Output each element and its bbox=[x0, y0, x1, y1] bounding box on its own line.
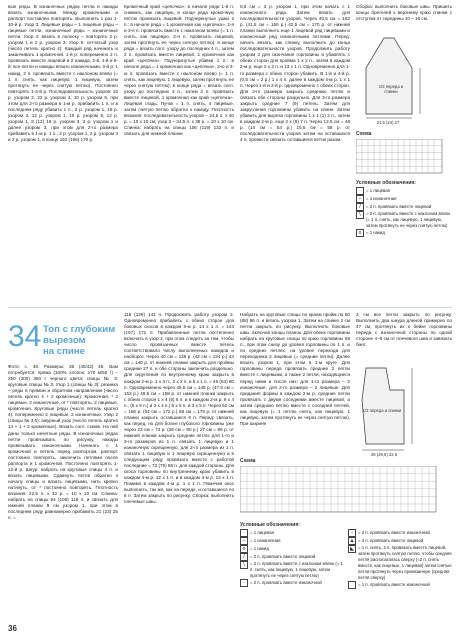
top-diagram-label: 1/2 переда и спинки bbox=[378, 84, 404, 94]
legend-symbol: ◣ bbox=[348, 545, 356, 553]
article-col3-text: Набрать на круговые спицы по краям пройм по 80 (88) 96 п. и вязать узором 1. Затем на спинке 2 см петли закрыть по рисунку. Выполнить боковые швы, включая концы планок. Для обеих горловины набрать на круговые спицы по краю горловины 58 п., при этом снизу до уровня горловины по 1 п. и по средних петлях, на уровне перехода для переходника 2 лицевые (= средние петли). Далее вязать узором 1, при этом в 1-м круге. Для горловины переда провязать средние 2 петли вместе с лицевыми, а также 2 петли, находящиеся перед ними и после них: для 1-го размера – 2 изнаночные, для 2-го размера – 2 лицевые. Для придания формы в каждом 2-м р. средние петли провязать с двумя соседними вместе лицевой, а затем среднюю петлю вместе с соседней петлей, как лицевую (= 1 петлю снять, как лицевую, 1 лицевую, затем протянуть ее через снятую петлю). При ширине bbox=[240, 312, 350, 426]
legend-symbol: / bbox=[356, 203, 364, 211]
legend-text: = 2 п. провязать вместе лицевой bbox=[366, 204, 432, 209]
top-col2-text: Кромочный край «цепочка»: в начале ряда 1-й п. снимать, как лицевую, в конце ряда кромочную петлю провязать лицевой. Подчеркнутые ушки 2 п.: в начале ряда = 1 кромочная как «цепочка», 2-я и 3-я п. провязать вместе с наклоном влево (= 1 п. снять, как лицевую, 2-я п. провязать лицевой, затем протянуть ее через снятую петлю): в конце ряда = вязать согл. узору до последних 4 п., затем 2 п. провязать вместе лицевой, 1 кромочная как край «цепочка». Подчеркнутые убавки 1 п.: в начале ряда = 1 кромочная как «цепочка», 2-ю и 3-ю п. провязать вместе с наклоном влево (= 1 п. снять, как лицевую, 1 лицевую, затем протянуть ее через снятую петлю); в конце ряда = вязать согл. узору до последних 3 п., затем 2 п. провязать вместе лицевой, 1 кромочная как край «цепочка». Лицевая гладь: Пучок = 1 п. снять, 4 лицевые, затем снятую петлю обратно к накиду. Плотность вязания: последовательность узоров – 24,5 п. х 40 р. = 10 х 10 см; узор 3 – 24,5 п. х 38 р. = 10 х 10 см. Спинка: набрать на спицы 106 (119) 132 п. и связать для нижней планки bbox=[124, 4, 234, 136]
legend-item bbox=[240, 529, 344, 537]
page-number: 36 bbox=[8, 624, 17, 633]
legend-item bbox=[240, 537, 344, 545]
top-scheme-chart bbox=[356, 139, 452, 177]
legend-text: = 1 п. снять, 2 п. провязать вместе лицевой, затем протянуть снятую петлю, чтобы средняя петля располагалась сверху (=2 п. снять вместе, как лицевые, 1 лицевая) затем снятые петли протянуть через провязанную (средняя петля сверху) bbox=[358, 545, 452, 580]
top-text-column-2 bbox=[124, 4, 234, 304]
assembly-text: Сборка: выполнить боковые швы. Пришить концы бретелей к верхнему краю спинки с отступом от середины 10 – 16 см. bbox=[356, 4, 452, 22]
legend-text: = 2 п. провязать вместе лицевой bbox=[250, 554, 316, 559]
legend-text: = 2 п. провязать вместе с наклоном влево (= 1 п. снять, как лицевую, 1 лицевую, затем протянуть ее через снятую петлю) bbox=[250, 561, 343, 578]
legend-item bbox=[240, 579, 344, 587]
legend-symbol: ▲ bbox=[349, 538, 355, 544]
legend-text: = 1 лицевая bbox=[366, 188, 390, 193]
article-title bbox=[43, 324, 115, 357]
legend-item bbox=[240, 545, 344, 553]
legend-item bbox=[348, 581, 452, 589]
legend-text: = 2 п. провязать вместе изнаночной bbox=[250, 580, 322, 585]
legend-item bbox=[348, 545, 452, 581]
legend-symbol: o bbox=[240, 545, 248, 553]
article-diagram-label: 1/2 переда и спинки bbox=[362, 408, 402, 413]
legend-symbol bbox=[240, 529, 248, 537]
legend-symbol: - bbox=[240, 579, 248, 587]
legend-item bbox=[356, 203, 452, 211]
article-scheme-title: Схема bbox=[240, 458, 256, 464]
assembly-note bbox=[356, 4, 452, 34]
article-number: 34 bbox=[8, 320, 42, 353]
top-diagram-width-label: 21,5 (24) 27 bbox=[376, 120, 400, 125]
article-text-column-1 bbox=[8, 364, 118, 620]
top-legend-title: Условные обозначения: bbox=[356, 180, 416, 186]
article-col4-text: 2 см все петли закрыть по рисунку. Выполнить два шнура длиной примерно по 47 см, протянуть их к бейке горловины переда с изнаночной стороны по одной стороне 4–5 см от плечевого шва и завязать бант. bbox=[356, 312, 452, 348]
legend-item bbox=[356, 229, 452, 237]
legend-text: = 1 изнаночная bbox=[250, 538, 281, 543]
legend-symbol: \ bbox=[240, 561, 248, 569]
article-scheme-chart bbox=[240, 466, 452, 518]
legend-symbol: \ bbox=[356, 211, 364, 219]
legend-text: = 1 лицевая bbox=[250, 530, 274, 535]
article-legend-title: Условные обозначения: bbox=[240, 522, 300, 528]
top-text-column-1 bbox=[8, 4, 118, 304]
legend-text: = 2 п. провязать вместе изнаночной bbox=[358, 530, 430, 535]
legend-item bbox=[348, 529, 452, 537]
article-legend-left bbox=[240, 529, 344, 587]
article-text-column-3 bbox=[240, 312, 350, 452]
legend-item bbox=[356, 187, 452, 195]
top-schematic-diagram bbox=[360, 34, 450, 128]
top-schematic-shape bbox=[366, 38, 412, 114]
legend-text: = 1 п. провязать вместе изнаночной bbox=[358, 582, 430, 587]
legend-item bbox=[356, 195, 452, 203]
article-text-column-4 bbox=[356, 312, 452, 358]
title-line: на спине bbox=[43, 346, 85, 357]
article-col2-text: 115 (129) 143 п. Продолжить работу узором 2. Одновременно прибавить с обеих сторон для боковых скосов в каждом 6-м р. 14 х 1 п. = 143 (157) 171 п. Прибавленные петли постепенно включать в узор 2, при этом следить за тем, чтобы число провязанных вместе петель соответствовало числу выполненных накидов и наоборот. Через 40 см = 128 р. (42 см = 134 р.) 44 см = 140 р. от нижней планки закрыть для проймы средние 27 п. и обе стороны закончить раздельно. Для скругления по внутреннему краю закрыть в каждом 2-м р. 1 х 3 п., 2 х 2 п. и 5 х 1 п. = 46 (53) 60 п. Одновременно через 45,5 см = 146 р. (47,5 см = 152 р.) 49,5 см = 158 р. от нижней планки закрыть с обеих сторон 1 х 4 (5) 6 п. и в каждом 2-м р. 9 х 4 п., (5 х 5 п.) и 3 х 4 п.) 6 х 5 п. и 3 х 5 п. Через 52 см = 166 р. (54 см = 172 р.) 56 см = 178 р. от нижней планки закрыть оставшиеся 6 п. Перед: связать, как перед, но для более глубокого горловины уже через 23 см = 74 р. (25 см = 80 р.) 27 см = 86 р. от нижней планки закрыть средние петли: для 1-го и 3-го размеров из 1 п. связать 1 лицевую и 1 изнаночную скрещенную, для 2-го размера из 1 п. связать 1 лицевую и 1 лицевую скрещенную) и в следующем ряду провязать вместе с работой последние = 72 (79) 86 п. для каждой стороны. Для скоса горловины по внутреннему краю убавить в каждом 4-м р. 12 х 1 п. и в каждом 4-м р. 12 х 1 п. Помимо в каждом 4-м р. 1 х 1 п. Помечая окос выполнить, так же, как на переде, и оставшиеся по 6 п. Затем закрыть по рисунку. Сборка: выполнить плечевые швы. bbox=[124, 312, 234, 505]
legend-symbol: - bbox=[348, 529, 356, 537]
title-line: Топ с глубоким bbox=[43, 324, 116, 335]
legend-text: = 2 п. провязать вместе с наклоном влево (= 1 п. снять, как лицевую, 1 лицевую, затем протянуть ее через снятую петлю) bbox=[366, 211, 451, 228]
legend-text: = 1 изнаночная bbox=[366, 196, 397, 201]
top-col1-text: вые ряды. В изнаночных рядах петли и накиды вязать изнаночными. Между кромочными и раппорт поставлен повторять. Выполнить 1 раз 1-10-й р. Узор 3: Лицевые ряды – 1 лицевые ряды – лицевые петли, изнаночные ряды – изнаночные петли. Узор 4: вязать в полоску – повторять 2 р. узором 1 и 2 р. узором 3. Узор 5: сетчатый узор (число петель кратно 4): Каждый ряд начинать и заканчивать 1 кромочной. 1-й р: попеременно 2 п. провязать вместе лицевой и 2 накида, 2-й, 4-й и 6-й: все петли и накиды вязать изнаночными, 3-й р: 1 накид, 2 п. провязать вместе с наклоном влево (= 1 п. снять, как лицевую, 1 лицевую, затем протянуть ее через снятую петлю). Постоянно повторять 1-4-й р. Последовательность узоров: 10 р. узором 2, 22 р. узором 4, 10 р. узором 5, при этом для 2-го размера в 1-м р. прибавить 1 п. и в последнем ряду убавить 1 п., 2 р. узором 1, 16 р. узором 3, 12 р. узором 1, 10 р. узором 5, 12 р. узором 1, 8 (12) 16 р. узором 3, 2 р. узором 1 и далее узором 3, при этом для 2-го размера прибавить в 1-м р. 1 п., 2 р. узором 1, 2 р. узором 3 и 2 р. узором 1, в конце 162 (166) 170 р. bbox=[8, 4, 118, 143]
legend-symbol: o bbox=[356, 229, 364, 237]
top-col3-text: 0,5 см = 3 р. узором 1, при этом начать с 1 изнаночного ряда. Затем вязать для последовательности узоров. Через 40,5 см = 162 р. (41,5 см = 166 р.) 42,5 см = 170 р. от нижней планки выполнить еще 1 лицевой ряд лицевыми и изнаночный ряд изнаночными петлями. Перед: начать вязать, как спинку, выполнить до конца последовательности узоров. Продолжить работу узором 3 для окончания горловины и убавлять с обеих сторон для пройма 1 х 2 п., затем в каждом 2-м р. еще 2 х 2 п. и 13 х 1 п. Одновременно для 1-го размера с обеих сторон убавить. В 1-й и 4-й р. (0,5 см = 2 р.) 1 х 4 п. далее в каждом 4-м р. 1 х 1 п. Через 1-й и 2-й р. одновременно с обеих сторон. Для 2-го размера закрыть среднюю петлю и связать обе стороны раздельно. Для 3-го размера закрыть средние 7 (9) петель. Затем для закругления горловины убавить на спине. Затем убавить для выреза горловины 1 х 1 (1) 2 п., затем в каждом 2-м р. еще 2 х (9) 7 п. Через 12,5 см = 48 р. (14 см = 54 р.) 15,5 см = 58 р. от последовательности узоров затем на оставшихся 4 п. провести связать оставшиеся петли разом. bbox=[240, 4, 350, 143]
legend-item bbox=[356, 211, 452, 229]
title-line: вырезом bbox=[43, 335, 86, 346]
legend-item bbox=[240, 561, 344, 579]
article-legend-right bbox=[348, 529, 452, 589]
legend-symbol: / bbox=[240, 553, 248, 561]
legend-text: = 1 накид bbox=[366, 230, 385, 235]
section-divider bbox=[8, 307, 452, 308]
legend-item bbox=[240, 553, 344, 561]
legend-symbol: – bbox=[356, 195, 364, 203]
article-schematic-shape bbox=[362, 368, 404, 444]
top-legend bbox=[356, 187, 452, 237]
legend-item bbox=[348, 537, 452, 545]
article-diagram-width-label: 26 (29,5) 32,5 bbox=[370, 452, 398, 457]
legend-symbol bbox=[356, 187, 364, 195]
legend-symbol: – bbox=[240, 537, 248, 545]
legend-symbol bbox=[348, 581, 356, 589]
top-text-column-3 bbox=[240, 4, 350, 304]
top-scheme-title: Схема bbox=[356, 131, 372, 137]
legend-text: = 3 п. провязать вместе лицевой bbox=[358, 538, 424, 543]
legend-text: = 1 накид bbox=[250, 546, 269, 551]
article-text-column-2 bbox=[124, 312, 234, 620]
article-col1-text: Фото: с. 49. Размеры: 36 (40/42) 46. Вам потребуется: пряжа (100% хлопок; 170 м/50 г) – 250 (300) 350 г черного цвета; спицы № 3; круговые спицы № 3. Узор 1 (спицы № 3): резинка – ряды в прямом и обратном направлении (число петель кратно 4 + 2 кромочные). Кромочная, * 2 лицевые, 2 изнаночные, от * повторять, 2 лицевые, кромочная. Круговые ряды (число петель кратно 4): попеременно 2 лицевые, 2 изнаночные. Узор 2 (спицы № 3,5): ажурный узор (число петель кратно 14 + 1 + 2 кромочные). Вязать согл. схеме. На ней даны только нечетные ряды. В изнаночных рядах петли провязывать по рисунку, накиды провязывать изнаночными. Начинать с 1 кромочной и петель перед раппортом, раппорт постоянно повторять, закончить петлями после раппорта и 1 кромочной. Постоянно повторять 1-12-й р. Шнур: набрать на круговые спицы 4 п. и вязать лицевыми. Сдвинуть петли обратно к началу спицы и вязать лицевыми, нить крепко натянуть, от * постоянно повторять. Плотность вязания: 22,5 п. х 32 р. = 10 х 10 см. Спинка: набрать на спицы 94 (106) 118 п. и связать для нижней планки 8 см узором 1, при этом в последнем ряду равномерно прибавить 21 (23) 25 п. = bbox=[8, 364, 118, 521]
